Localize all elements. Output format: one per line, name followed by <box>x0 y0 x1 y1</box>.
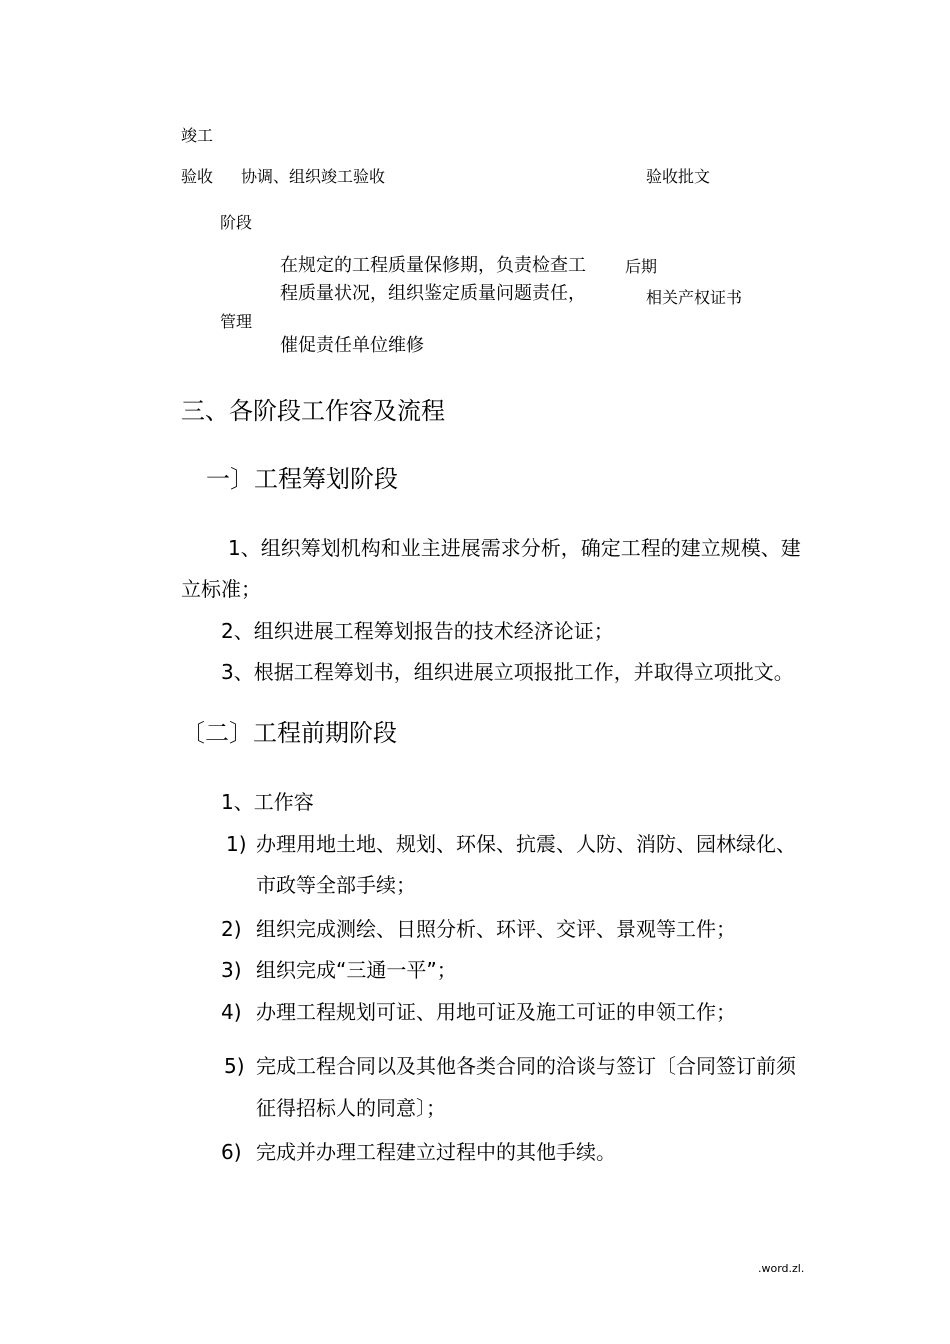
row2-duty-line2: 程质量状况，组织鉴定质量问题责任， <box>280 283 586 304</box>
sub1-item3: 3、根据工程筹划书，组织进展立项报批工作，并取得立项批文。 <box>221 660 794 684</box>
row1-stage-line3: 阶段 <box>220 213 253 232</box>
sub2-item1-line1: 办理用地土地、规划、环保、抗震、人防、消防、园林绿化、 <box>256 832 796 856</box>
sub2-item2-line1: 组织完成测绘、日照分析、环评、交评、景观等工件； <box>256 917 736 941</box>
sub1-item1-line1: 1、组织筹划机构和业主进展需求分析，确定工程的建立规模、建 <box>228 536 801 560</box>
subsection2-heading: 〔二〕工程前期阶段 <box>181 719 397 747</box>
sub2-item5-num: 5) <box>224 1054 245 1078</box>
row2-duty-line1: 在规定的工程质量保修期，负责检查工 <box>280 255 586 276</box>
row2-document: 相关产权证书 <box>646 288 743 307</box>
footer-watermark: .word.zl. <box>758 1262 805 1275</box>
sub2-item1-num: 1) <box>226 832 247 856</box>
row1-stage-line1: 竣工 <box>181 126 214 145</box>
sub1-item2: 2、组织进展工程筹划报告的技术经济论证； <box>221 619 614 643</box>
sub1-item1-line2: 立标准； <box>181 577 261 601</box>
row2-stage-line1: 后期 <box>625 257 658 276</box>
sub2-item6-num: 6) <box>221 1140 242 1164</box>
sub2-item6-line1: 完成并办理工程建立过程中的其他手续。 <box>256 1140 616 1164</box>
sub2-work-title: 1、工作容 <box>221 790 314 814</box>
sub2-item2-num: 2) <box>221 917 242 941</box>
sub2-item4-num: 4) <box>221 1000 242 1024</box>
sub2-item1-line2: 市政等全部手续； <box>256 873 416 897</box>
sub2-item5-line1: 完成工程合同以及其他各类合同的洽谈与签订〔合同签订前须 <box>256 1054 796 1078</box>
row1-duty: 协调、组织竣工验收 <box>241 167 386 186</box>
row2-duty-line3: 催促责任单位维修 <box>280 335 424 356</box>
subsection1-heading: 一〕工程筹划阶段 <box>206 465 398 493</box>
row1-document: 验收批文 <box>646 167 711 186</box>
section-heading: 三、各阶段工作容及流程 <box>181 397 445 425</box>
sub2-item3-num: 3) <box>221 958 242 982</box>
sub2-item5-line2: 征得招标人的同意〕； <box>256 1096 446 1120</box>
row2-stage-line2: 管理 <box>220 312 253 331</box>
sub2-item4-line1: 办理工程规划可证、用地可证及施工可证的申领工作； <box>256 1000 736 1024</box>
sub2-item3-line1: 组织完成“三通一平”； <box>256 958 457 982</box>
row1-stage-line2: 验收 <box>181 167 214 186</box>
